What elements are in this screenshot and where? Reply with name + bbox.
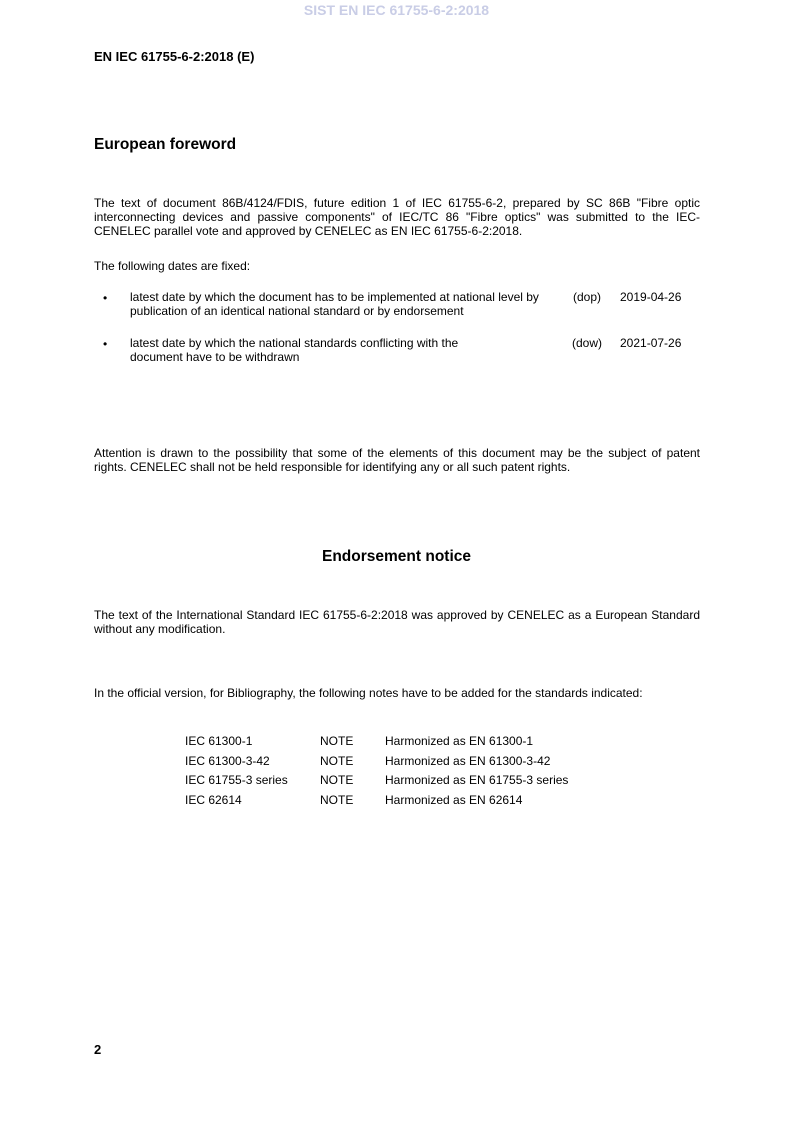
bibliography-intro: In the official version, for Bibliography, the following notes have to be added for the standards indicated: [94,686,643,700]
note-cell: NOTE [320,753,354,768]
harmonized-cell: Harmonized as EN 61300-3-42 [385,753,551,768]
standard-cell: IEC 61300-1 [185,734,253,748]
date-item-date: 2021-07-26 [620,336,682,350]
foreword-intro: The text of document 86B/4124/FDIS, future edition 1 of IEC 61755-6-2, prepared by SC 86B "Fibre optic interconnecting devices and passive components" of IEC/TC 86 "Fibre optics" was submitted to the IEC-CENELEC parallel vote and approved by CENELEC as EN IEC 61755-6-2:2018. [94,196,700,238]
harmonized-cell: Harmonized as EN 62614 [385,792,523,807]
date-item-text: latest date by which the document has to be implemented at national level by publication of an identical national standard or by endorsement [130,290,539,318]
table-row [185,793,645,813]
date-item-code: (dow) [572,336,603,350]
date-item-date: 2019-04-26 [620,290,682,304]
page-number: 2 [94,1042,102,1057]
endorsement-text: The text of the International Standard IEC 61755-6-2:2018 was approved by CENELEC as a European Standard without any modification. [94,608,700,636]
standard-cell: IEC 62614 [185,792,242,807]
dates-intro: The following dates are fixed: [94,259,251,273]
bibliography-notes-table [185,734,645,812]
harmonized-cell: Harmonized as EN 61755-3 series [385,773,569,787]
note-cell: NOTE [320,792,354,807]
date-item-code: (dop) [573,290,602,304]
foreword-title: European foreword [94,136,237,153]
watermark: SIST EN IEC 61755-6-2:2018 [303,2,490,18]
date-item-text: latest date by which the national standards conflicting with the document have to be withdrawn [130,336,459,364]
table-row [185,754,645,774]
bullet: • [103,337,108,351]
standard-cell: IEC 61755-3 series [185,773,288,787]
note-cell: NOTE [320,773,354,787]
table-row [185,734,645,754]
patent-notice: Attention is drawn to the possibility that some of the elements of this document may be the subject of patent rights. CENELEC shall not be held responsible for identifying any or all such patent rights. [94,446,700,474]
bullet: • [103,291,108,305]
endorsement-title: Endorsement notice [322,548,471,565]
note-cell: NOTE [320,734,354,748]
standard-cell: IEC 61300-3-42 [185,753,270,768]
table-row [185,773,645,793]
harmonized-cell: Harmonized as EN 61300-1 [385,734,534,748]
document-id: EN IEC 61755-6-2:2018 (E) [94,49,255,64]
